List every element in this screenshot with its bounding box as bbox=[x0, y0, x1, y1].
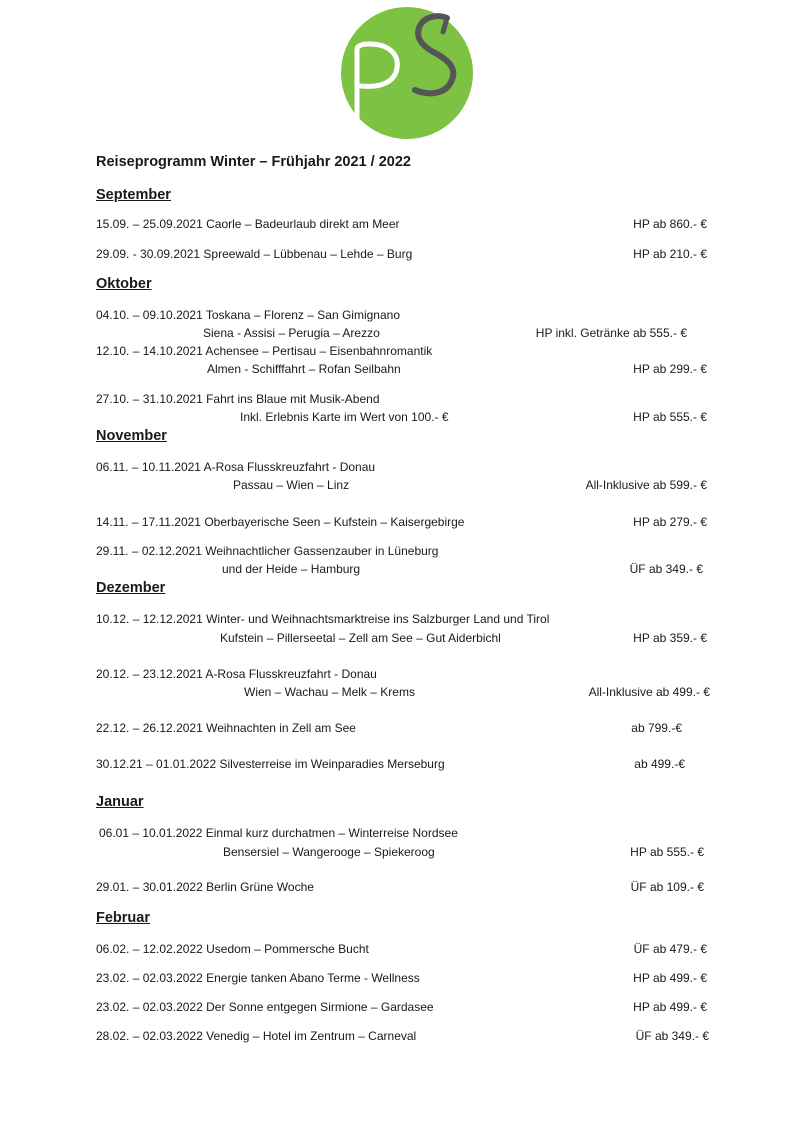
ps-logo bbox=[339, 6, 475, 140]
trip-price: HP ab 210.- € bbox=[633, 247, 707, 261]
month-heading-november: November bbox=[96, 428, 167, 444]
trip-line: 29.01. – 30.01.2022 Berlin Grüne Woche bbox=[96, 880, 314, 894]
trip-price: All-Inklusive ab 499.- € bbox=[588, 685, 710, 699]
trip-price: ab 499.-€ bbox=[634, 757, 685, 771]
trip-price: ÜF ab 479.- € bbox=[633, 942, 707, 956]
month-heading-januar: Januar bbox=[96, 794, 144, 810]
trip-line-2: Inkl. Erlebnis Karte im Wert von 100.- € bbox=[240, 410, 449, 424]
trip-price: HP ab 499.- € bbox=[633, 1000, 707, 1014]
trip-price: HP ab 555.- € bbox=[633, 410, 707, 424]
trip-line-2: Siena - Assisi – Perugia – Arezzo bbox=[203, 326, 380, 340]
trip-line: 20.12. – 23.12.2021 A-Rosa Flusskreuzfahrt - Donau bbox=[96, 667, 377, 681]
trip-line: 23.02. – 02.03.2022 Energie tanken Abano Terme - Wellness bbox=[96, 971, 420, 985]
page-title: Reiseprogramm Winter – Frühjahr 2021 / 2022 bbox=[96, 154, 411, 170]
trip-line: 15.09. – 25.09.2021 Caorle – Badeurlaub direkt am Meer bbox=[96, 217, 400, 231]
trip-line: 14.11. – 17.11.2021 Oberbayerische Seen – Kufstein – Kaisergebirge bbox=[96, 515, 465, 529]
month-heading-oktober: Oktober bbox=[96, 276, 152, 292]
trip-price: HP ab 555.- € bbox=[630, 845, 704, 859]
trip-price: ab 799.-€ bbox=[631, 721, 682, 735]
trip-price: ÜF ab 349.- € bbox=[635, 1029, 709, 1043]
trip-price: HP ab 860.- € bbox=[633, 217, 707, 231]
trip-line: 27.10. – 31.10.2021 Fahrt ins Blaue mit Musik-Abend bbox=[96, 392, 380, 406]
trip-line: 04.10. – 09.10.2021 Toskana – Florenz – San Gimignano bbox=[96, 308, 400, 322]
trip-price: HP ab 299.- € bbox=[633, 362, 707, 376]
month-heading-februar: Februar bbox=[96, 910, 150, 926]
trip-line-2: Wien – Wachau – Melk – Krems bbox=[244, 685, 415, 699]
month-heading-dezember: Dezember bbox=[96, 580, 166, 596]
trip-line: 06.01 – 10.01.2022 Einmal kurz durchatmen – Winterreise Nordsee bbox=[99, 826, 458, 840]
trip-line-2: Almen - Schifffahrt – Rofan Seilbahn bbox=[207, 362, 401, 376]
trip-price: ÜF ab 349.- € bbox=[629, 562, 703, 576]
trip-line: 06.02. – 12.02.2022 Usedom – Pommersche Bucht bbox=[96, 942, 369, 956]
trip-line-2: Kufstein – Pillerseetal – Zell am See – Gut Aiderbichl bbox=[220, 631, 501, 645]
trip-line: 23.02. – 02.03.2022 Der Sonne entgegen Sirmione – Gardasee bbox=[96, 1000, 434, 1014]
trip-line-2: Passau – Wien – Linz bbox=[233, 478, 350, 492]
trip-price: HP ab 359.- € bbox=[633, 631, 707, 645]
trip-price: HP ab 499.- € bbox=[633, 971, 707, 985]
trip-line: 29.11. – 02.12.2021 Weihnachtlicher Gassenzauber in Lüneburg bbox=[96, 544, 439, 558]
trip-line: 06.11. – 10.11.2021 A-Rosa Flusskreuzfahrt - Donau bbox=[96, 460, 376, 474]
trip-line-2: und der Heide – Hamburg bbox=[222, 562, 361, 576]
month-heading-september: September bbox=[96, 187, 171, 203]
trip-line: 22.12. – 26.12.2021 Weihnachten in Zell am See bbox=[96, 721, 356, 735]
trip-line-2: Bensersiel – Wangerooge – Spiekeroog bbox=[223, 845, 435, 859]
trip-price: ÜF ab 109.- € bbox=[630, 880, 704, 894]
trip-price: HP ab 279.- € bbox=[633, 515, 707, 529]
trip-price: HP inkl. Getränke ab 555.- € bbox=[535, 326, 687, 340]
trip-line: 30.12.21 – 01.01.2022 Silvesterreise im Weinparadies Merseburg bbox=[96, 757, 445, 771]
trip-line: 29.09. - 30.09.2021 Spreewald – Lübbenau – Lehde – Burg bbox=[96, 247, 413, 261]
trip-price: All-Inklusive ab 599.- € bbox=[585, 478, 707, 492]
trip-line: 12.10. – 14.10.2021 Achensee – Pertisau – Eisenbahnromantik bbox=[96, 344, 433, 358]
trip-line: 28.02. – 02.03.2022 Venedig – Hotel im Zentrum – Carneval bbox=[96, 1029, 417, 1043]
trip-line: 10.12. – 12.12.2021 Winter- und Weihnachtsmarktreise ins Salzburger Land und Tirol bbox=[96, 612, 550, 626]
